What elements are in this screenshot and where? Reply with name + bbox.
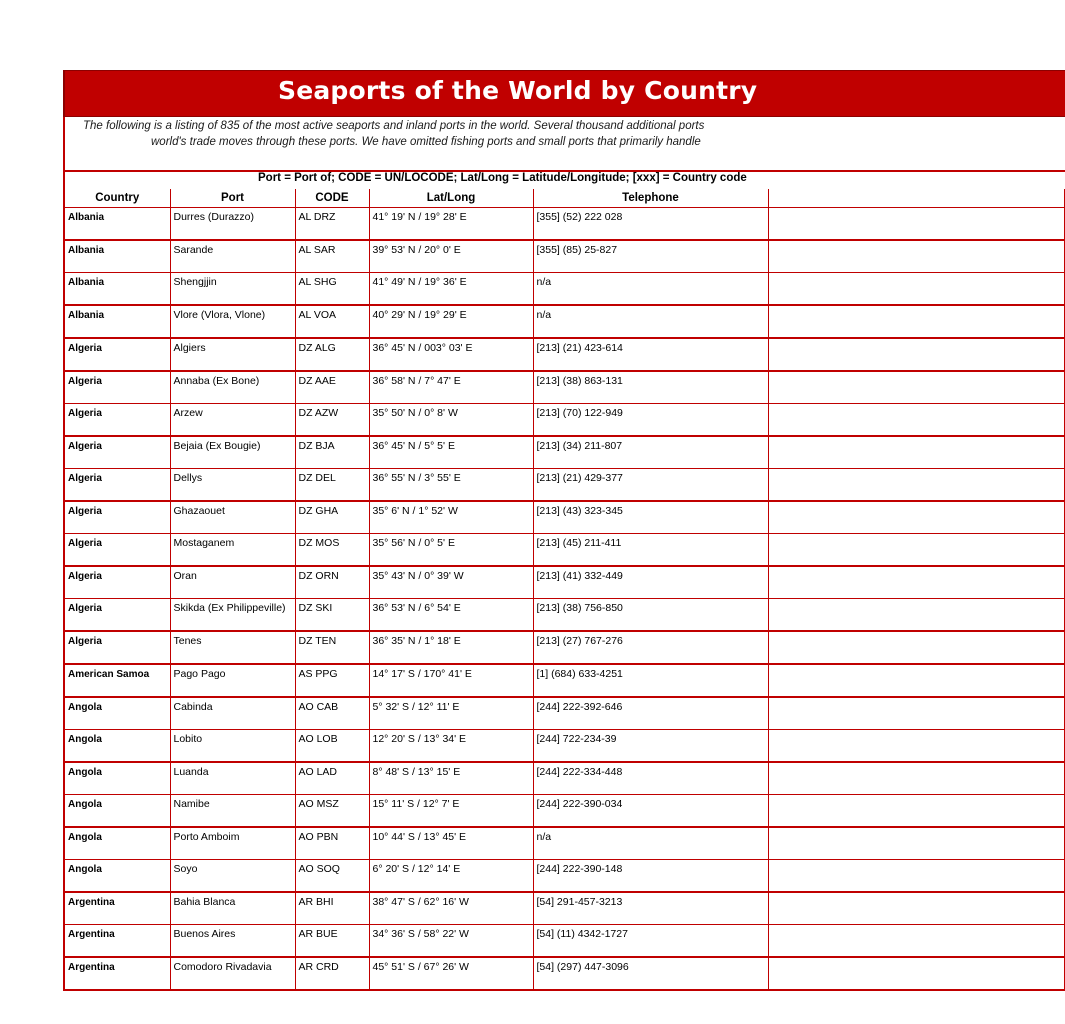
intro-line-2: world's trade moves through these ports. We have omitted fishing ports and small ports that primarily handle — [151, 136, 701, 148]
cell-country: Algeria — [64, 501, 170, 534]
cell-extra — [768, 664, 1064, 697]
cell-code: AL SAR — [295, 240, 369, 273]
table-row — [64, 436, 1064, 469]
legend-text: Port = Port of; CODE = UN/LOCODE; Lat/Long = Latitude/Longitude; [xxx] = Country code — [258, 172, 747, 184]
table-row — [64, 469, 1064, 502]
cell-latlong: 36° 55' N / 3° 55' E — [369, 469, 533, 502]
table-row — [64, 240, 1064, 273]
page-title: Seaports of the World by Country — [278, 76, 758, 105]
cell-telephone: [54] (297) 447-3096 — [533, 957, 768, 990]
cell-telephone: n/a — [533, 305, 768, 338]
legend-row — [63, 171, 1065, 190]
cell-latlong: 36° 45' N / 5° 5' E — [369, 436, 533, 469]
cell-port: Annaba (Ex Bone) — [170, 371, 295, 404]
cell-code: DZ AZW — [295, 404, 369, 437]
cell-telephone: [355] (52) 222 028 — [533, 208, 768, 241]
cell-port: Sarande — [170, 240, 295, 273]
table-row — [64, 730, 1064, 763]
cell-port: Vlore (Vlora, Vlone) — [170, 305, 295, 338]
cell-extra — [768, 566, 1064, 599]
table-row — [64, 860, 1064, 893]
cell-code: AO PBN — [295, 827, 369, 860]
cell-telephone: [54] (11) 4342-1727 — [533, 925, 768, 958]
table-row — [64, 534, 1064, 567]
cell-extra — [768, 240, 1064, 273]
header-latlong: Lat/Long — [369, 189, 533, 208]
ports-table — [63, 189, 1065, 991]
cell-latlong: 8° 48' S / 13° 15' E — [369, 762, 533, 795]
cell-latlong: 34° 36' S / 58° 22' W — [369, 925, 533, 958]
cell-extra — [768, 371, 1064, 404]
cell-port: Tenes — [170, 631, 295, 664]
cell-country: Algeria — [64, 566, 170, 599]
cell-extra — [768, 469, 1064, 502]
cell-port: Shengjjin — [170, 273, 295, 306]
cell-port: Lobito — [170, 730, 295, 763]
cell-code: AO SOQ — [295, 860, 369, 893]
intro-line-1: The following is a listing of 835 of the most active seaports and inland ports in the world. Several thousand additional ports — [83, 120, 705, 132]
header-country: Country — [64, 189, 170, 208]
cell-country: Algeria — [64, 371, 170, 404]
cell-telephone: [213] (21) 423-614 — [533, 338, 768, 371]
cell-extra — [768, 892, 1064, 925]
cell-country: American Samoa — [64, 664, 170, 697]
table-row — [64, 892, 1064, 925]
table-row — [64, 664, 1064, 697]
cell-telephone: [244] 722-234-39 — [533, 730, 768, 763]
cell-port: Namibe — [170, 795, 295, 828]
cell-extra — [768, 599, 1064, 632]
cell-latlong: 36° 35' N / 1° 18' E — [369, 631, 533, 664]
cell-country: Angola — [64, 697, 170, 730]
cell-code: DZ TEN — [295, 631, 369, 664]
cell-country: Algeria — [64, 534, 170, 567]
cell-telephone: [213] (21) 429-377 — [533, 469, 768, 502]
cell-latlong: 36° 58' N / 7° 47' E — [369, 371, 533, 404]
table-row — [64, 501, 1064, 534]
cell-telephone: [213] (45) 211-411 — [533, 534, 768, 567]
cell-code: AS PPG — [295, 664, 369, 697]
cell-extra — [768, 208, 1064, 241]
spreadsheet-page — [63, 70, 768, 973]
cell-latlong: 10° 44' S / 13° 45' E — [369, 827, 533, 860]
cell-latlong: 41° 19' N / 19° 28' E — [369, 208, 533, 241]
cell-telephone: [213] (34) 211-807 — [533, 436, 768, 469]
cell-extra — [768, 827, 1064, 860]
table-row — [64, 631, 1064, 664]
cell-country: Angola — [64, 762, 170, 795]
cell-country: Argentina — [64, 957, 170, 990]
cell-port: Ghazaouet — [170, 501, 295, 534]
cell-telephone: [244] 222-392-646 — [533, 697, 768, 730]
cell-country: Angola — [64, 827, 170, 860]
cell-country: Albania — [64, 273, 170, 306]
cell-latlong: 35° 6' N / 1° 52' W — [369, 501, 533, 534]
cell-port: Durres (Durazzo) — [170, 208, 295, 241]
intro-paragraph — [63, 117, 1065, 172]
cell-telephone: [54] 291-457-3213 — [533, 892, 768, 925]
cell-country: Angola — [64, 795, 170, 828]
cell-code: AO LOB — [295, 730, 369, 763]
header-port: Port — [170, 189, 295, 208]
cell-extra — [768, 925, 1064, 958]
cell-country: Algeria — [64, 404, 170, 437]
table-row — [64, 827, 1064, 860]
cell-telephone: [355] (85) 25-827 — [533, 240, 768, 273]
cell-latlong: 36° 45' N / 003° 03' E — [369, 338, 533, 371]
table-row — [64, 925, 1064, 958]
cell-code: DZ AAE — [295, 371, 369, 404]
cell-country: Algeria — [64, 469, 170, 502]
cell-latlong: 5° 32' S / 12° 11' E — [369, 697, 533, 730]
cell-code: DZ DEL — [295, 469, 369, 502]
cell-code: AO CAB — [295, 697, 369, 730]
cell-country: Angola — [64, 860, 170, 893]
cell-extra — [768, 436, 1064, 469]
cell-port: Comodoro Rivadavia — [170, 957, 295, 990]
cell-latlong: 41° 49' N / 19° 36' E — [369, 273, 533, 306]
cell-country: Algeria — [64, 599, 170, 632]
cell-latlong: 14° 17' S / 170° 41' E — [369, 664, 533, 697]
cell-country: Algeria — [64, 436, 170, 469]
cell-telephone: [213] (70) 122-949 — [533, 404, 768, 437]
cell-country: Algeria — [64, 631, 170, 664]
table-row — [64, 208, 1064, 241]
cell-code: DZ BJA — [295, 436, 369, 469]
table-header-row — [64, 189, 1064, 208]
table-row — [64, 305, 1064, 338]
cell-extra — [768, 957, 1064, 990]
cell-latlong: 36° 53' N / 6° 54' E — [369, 599, 533, 632]
cell-code: AR BUE — [295, 925, 369, 958]
cell-country: Albania — [64, 240, 170, 273]
cell-code: AL SHG — [295, 273, 369, 306]
cell-telephone: n/a — [533, 827, 768, 860]
cell-port: Porto Amboim — [170, 827, 295, 860]
header-code: CODE — [295, 189, 369, 208]
cell-port: Cabinda — [170, 697, 295, 730]
cell-port: Buenos Aires — [170, 925, 295, 958]
cell-telephone: [244] 222-390-148 — [533, 860, 768, 893]
cell-port: Arzew — [170, 404, 295, 437]
cell-port: Bejaia (Ex Bougie) — [170, 436, 295, 469]
cell-telephone: n/a — [533, 273, 768, 306]
cell-port: Luanda — [170, 762, 295, 795]
table-row — [64, 566, 1064, 599]
cell-extra — [768, 305, 1064, 338]
cell-latlong: 15° 11' S / 12° 7' E — [369, 795, 533, 828]
cell-extra — [768, 534, 1064, 567]
cell-code: DZ MOS — [295, 534, 369, 567]
cell-code: DZ ORN — [295, 566, 369, 599]
table-row — [64, 697, 1064, 730]
cell-latlong: 38° 47' S / 62° 16' W — [369, 892, 533, 925]
cell-port: Mostaganem — [170, 534, 295, 567]
cell-extra — [768, 860, 1064, 893]
cell-telephone: [213] (38) 863-131 — [533, 371, 768, 404]
cell-extra — [768, 795, 1064, 828]
table-row — [64, 599, 1064, 632]
cell-port: Bahia Blanca — [170, 892, 295, 925]
cell-latlong: 40° 29' N / 19° 29' E — [369, 305, 533, 338]
table-row — [64, 338, 1064, 371]
header-extra — [768, 189, 1064, 208]
cell-code: AL VOA — [295, 305, 369, 338]
header-telephone: Telephone — [533, 189, 768, 208]
cell-telephone: [244] 222-390-034 — [533, 795, 768, 828]
cell-port: Pago Pago — [170, 664, 295, 697]
cell-port: Skikda (Ex Philippeville) — [170, 599, 295, 632]
cell-telephone: [213] (41) 332-449 — [533, 566, 768, 599]
cell-extra — [768, 762, 1064, 795]
title-bar — [63, 70, 1065, 117]
cell-port: Soyo — [170, 860, 295, 893]
cell-telephone: [1] (684) 633-4251 — [533, 664, 768, 697]
cell-extra — [768, 730, 1064, 763]
cell-code: AR BHI — [295, 892, 369, 925]
table-row — [64, 273, 1064, 306]
cell-latlong: 12° 20' S / 13° 34' E — [369, 730, 533, 763]
cell-telephone: [244] 222-334-448 — [533, 762, 768, 795]
cell-country: Albania — [64, 208, 170, 241]
cell-latlong: 35° 56' N / 0° 5' E — [369, 534, 533, 567]
cell-extra — [768, 501, 1064, 534]
cell-latlong: 35° 43' N / 0° 39' W — [369, 566, 533, 599]
cell-code: DZ SKI — [295, 599, 369, 632]
cell-port: Dellys — [170, 469, 295, 502]
cell-code: DZ ALG — [295, 338, 369, 371]
table-row — [64, 404, 1064, 437]
cell-extra — [768, 404, 1064, 437]
cell-latlong: 35° 50' N / 0° 8' W — [369, 404, 533, 437]
cell-latlong: 6° 20' S / 12° 14' E — [369, 860, 533, 893]
cell-country: Argentina — [64, 892, 170, 925]
cell-country: Algeria — [64, 338, 170, 371]
cell-extra — [768, 273, 1064, 306]
cell-country: Argentina — [64, 925, 170, 958]
cell-port: Algiers — [170, 338, 295, 371]
cell-code: AL DRZ — [295, 208, 369, 241]
cell-code: DZ GHA — [295, 501, 369, 534]
cell-telephone: [213] (27) 767-276 — [533, 631, 768, 664]
cell-code: AO MSZ — [295, 795, 369, 828]
table-row — [64, 957, 1064, 990]
cell-telephone: [213] (38) 756-850 — [533, 599, 768, 632]
cell-port: Oran — [170, 566, 295, 599]
cell-code: AO LAD — [295, 762, 369, 795]
cell-country: Albania — [64, 305, 170, 338]
cell-code: AR CRD — [295, 957, 369, 990]
cell-latlong: 39° 53' N / 20° 0' E — [369, 240, 533, 273]
table-row — [64, 795, 1064, 828]
cell-country: Angola — [64, 730, 170, 763]
cell-telephone: [213] (43) 323-345 — [533, 501, 768, 534]
cell-latlong: 45° 51' S / 67° 26' W — [369, 957, 533, 990]
table-row — [64, 371, 1064, 404]
cell-extra — [768, 338, 1064, 371]
cell-extra — [768, 697, 1064, 730]
table-row — [64, 762, 1064, 795]
cell-extra — [768, 631, 1064, 664]
